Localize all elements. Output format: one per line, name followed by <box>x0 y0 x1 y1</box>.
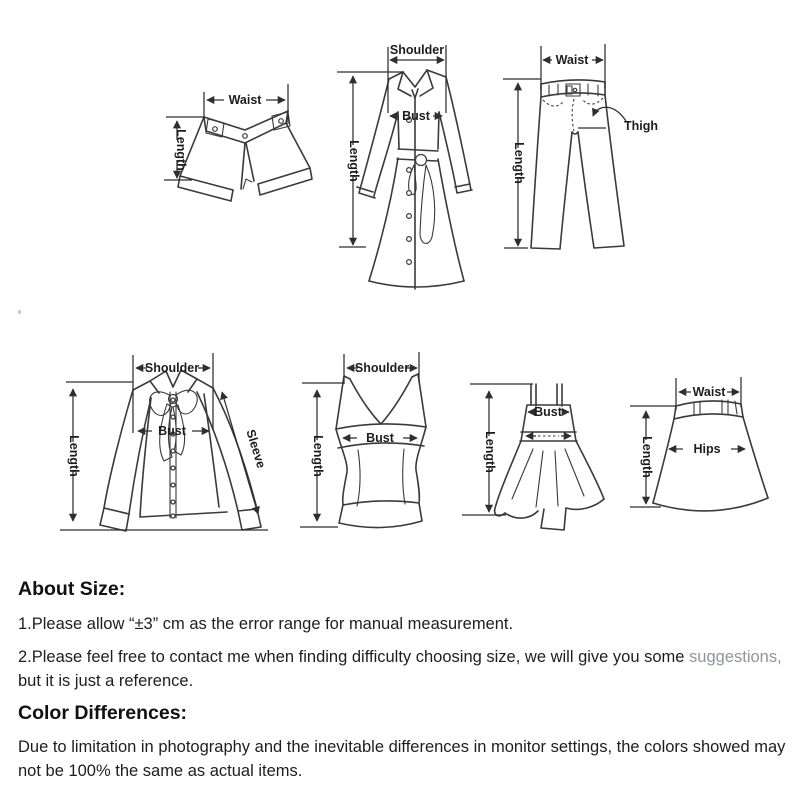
skirt-length-label: Length <box>640 436 654 478</box>
stray-mark <box>18 310 21 314</box>
size-info-section <box>18 578 796 792</box>
size-note-2 <box>18 645 796 693</box>
shorts-length-label: Length <box>174 129 188 171</box>
blouse-measurements <box>60 353 268 530</box>
shorts-measurements <box>164 84 288 180</box>
size-note-1: 1.Please allow “±3” cm as the error range for manual measurement. <box>18 615 514 633</box>
pants-waist-label: Waist <box>555 53 589 67</box>
coat-measurements <box>337 43 446 247</box>
pants-drawing <box>531 80 624 249</box>
dress-length-label: Length <box>483 431 497 473</box>
color-differences-heading: Color Differences: <box>18 702 188 724</box>
suggestions-text: suggestions, <box>689 648 782 666</box>
tank-top-bust-label: Bust <box>366 431 394 445</box>
tank-top-shoulder-label: Shoulder <box>354 361 410 375</box>
size-note-2-start: 2.Please feel free to contact me when finding difficulty choosing size, we will give you some <box>18 648 690 666</box>
shorts-waist-label: Waist <box>228 93 262 107</box>
color-note: Due to limitation in photography and the inevitable differences in monitor settings, the colors showed may not be 100% the same as actual items. <box>18 738 786 780</box>
tank-top-drawing <box>336 374 426 528</box>
tank-top-length-label: Length <box>311 435 325 477</box>
blouse-bust-label: Bust <box>158 424 186 438</box>
pants-length-label: Length <box>512 142 526 184</box>
coat-drawing <box>357 70 472 289</box>
skirt-hips-label: Hips <box>693 442 721 456</box>
coat-length-label: Length <box>347 140 361 182</box>
blouse-sleeve-label: Sleeve <box>243 427 269 470</box>
dress-bust-label: Bust <box>534 405 562 419</box>
shorts-drawing <box>178 111 312 201</box>
about-size-heading: About Size: <box>18 578 126 600</box>
size-note-2-end: but it is just a reference. <box>18 672 194 690</box>
blouse-length-label: Length <box>67 435 81 477</box>
blouse-drawing <box>100 370 261 531</box>
skirt-measurements <box>630 377 745 507</box>
blouse-shoulder-label: Shoulder <box>144 361 200 375</box>
skirt-waist-label: Waist <box>692 385 726 399</box>
coat-bust-label: Bust <box>402 109 430 123</box>
dress-measurements <box>462 384 571 515</box>
coat-shoulder-label: Shoulder <box>389 43 445 57</box>
pants-thigh-label: Thigh <box>624 119 659 133</box>
